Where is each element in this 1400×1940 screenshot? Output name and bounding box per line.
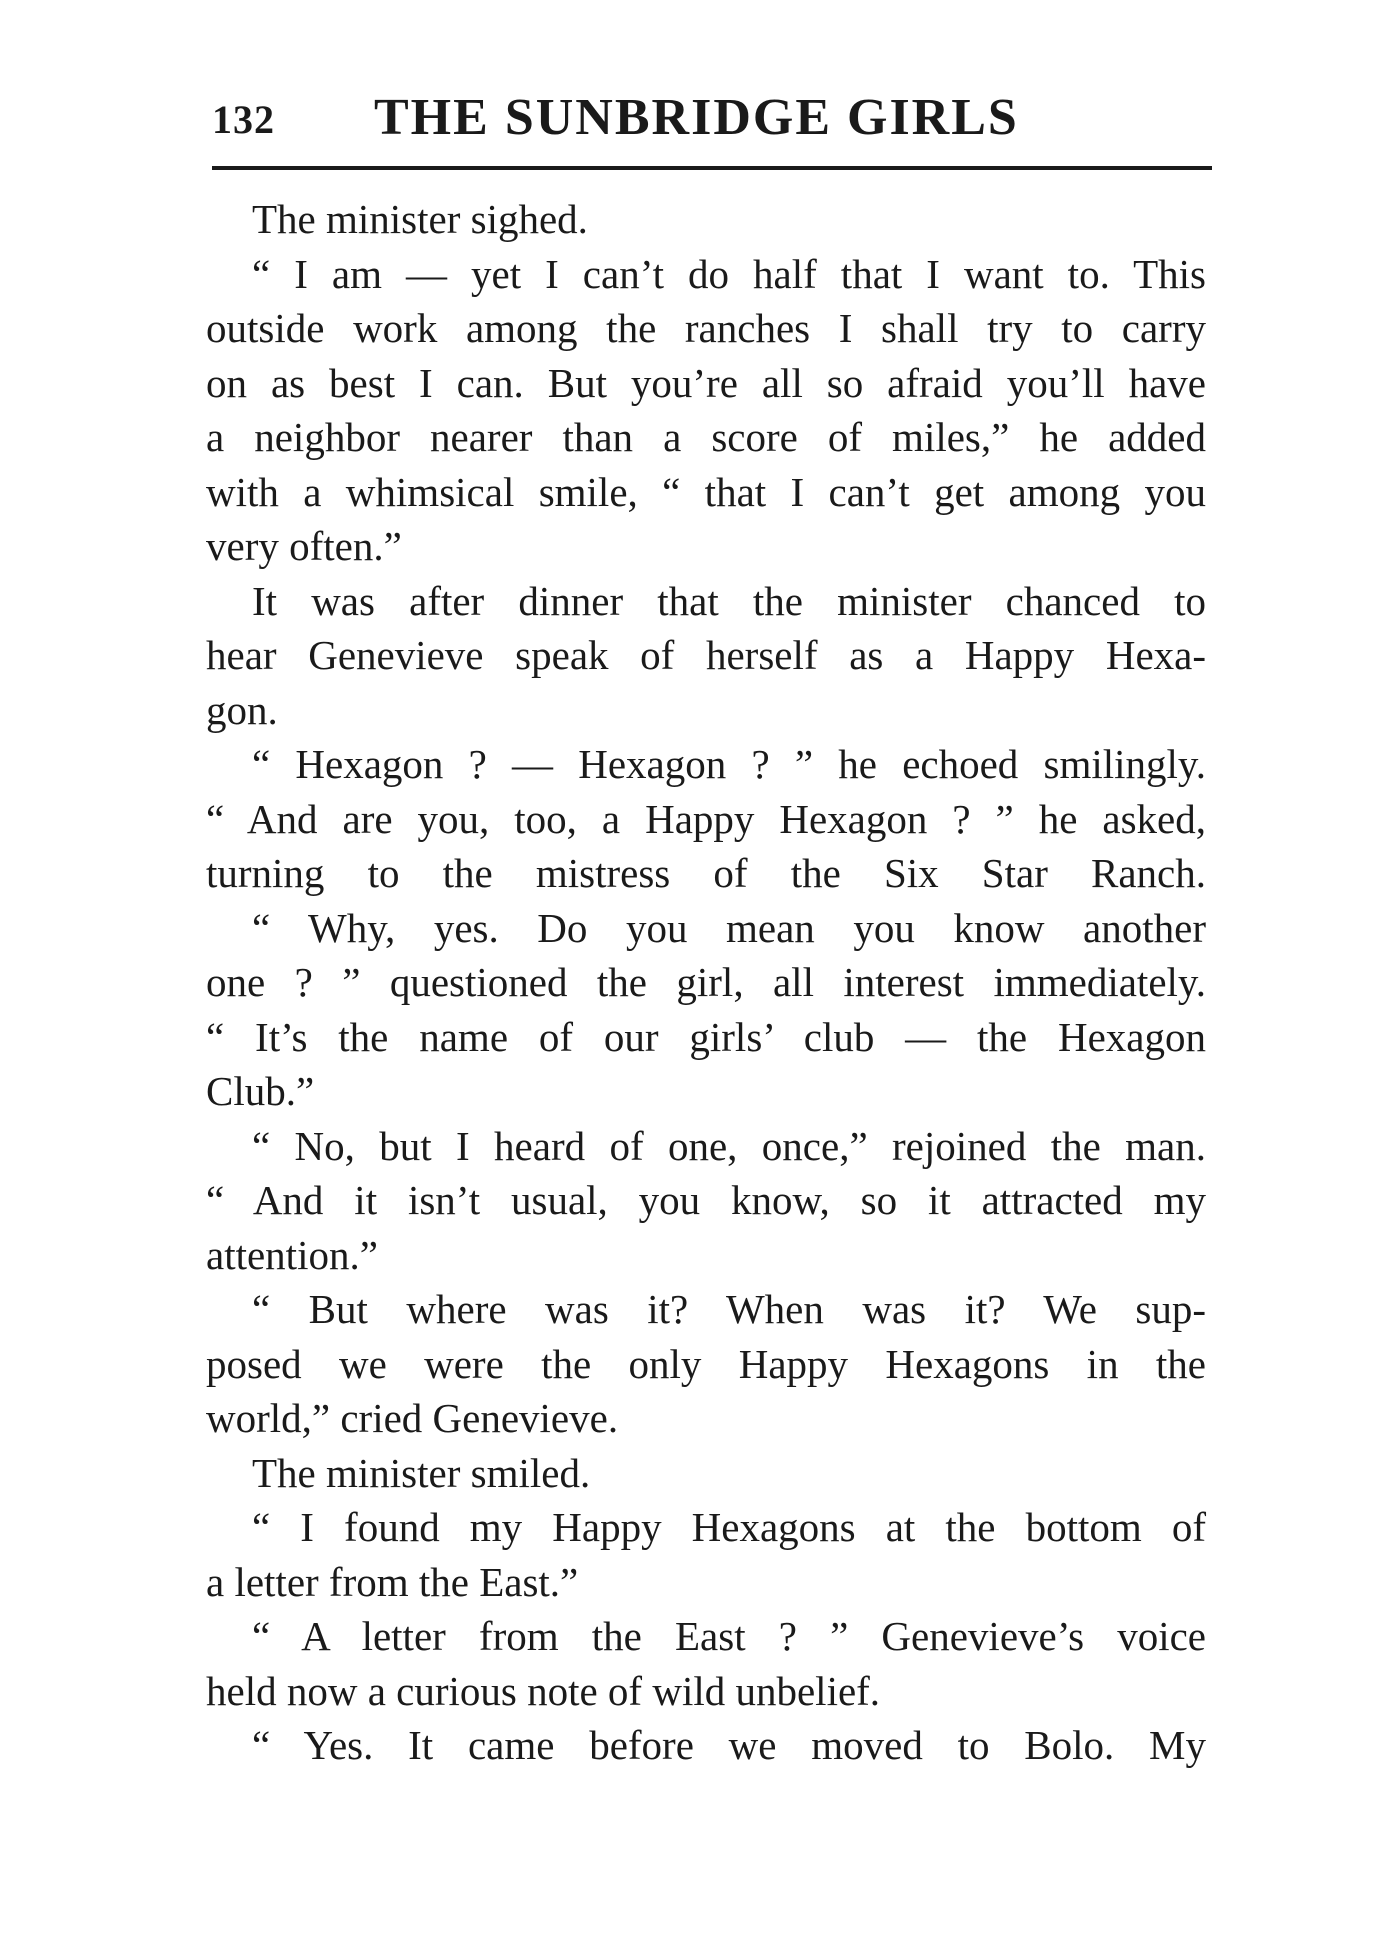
text-line: with a whimsical smile, “ that I can’t get among you — [206, 468, 1206, 515]
text-line: “ Why, yes. Do you mean you know another — [252, 904, 1206, 951]
text-line: a letter from the East.” — [206, 1558, 579, 1605]
page-number: 132 — [212, 97, 275, 142]
text-line: gon. — [206, 686, 278, 733]
text-line: one ? ” questioned the girl, all interest immediately. — [206, 959, 1206, 1005]
text-line: turning to the mistress of the Six Star Ranch. — [206, 850, 1206, 896]
text-line: on as best I can. But you’re all so afraid you’ll have — [206, 359, 1206, 406]
text-line: “ And it isn’t usual, you know, so it attracted my — [206, 1177, 1206, 1223]
text-line: attention.” — [206, 1231, 378, 1278]
text-line: “ No, but I heard of one, once,” rejoined the man. — [252, 1122, 1206, 1169]
running-head — [212, 88, 1212, 158]
text-line: “ I found my Happy Hexagons at the bottom of — [252, 1504, 1206, 1550]
text-line: “ Hexagon ? — Hexagon ? ” he echoed smilingly. — [252, 741, 1206, 787]
text-line: “ Yes. It came before we moved to Bolo. My — [252, 1722, 1206, 1768]
text-line: held now a curious note of wild unbelief. — [206, 1667, 881, 1714]
text-line: Club.” — [206, 1068, 315, 1114]
text-line: It was after dinner that the minister chanced to — [252, 577, 1206, 624]
text-line: a neighbor nearer than a score of miles,” he added — [206, 414, 1206, 460]
text-line: The minister sighed. — [252, 196, 588, 242]
running-title: THE SUNBRIDGE GIRLS — [374, 89, 1019, 146]
text-line: very often.” — [206, 523, 402, 569]
text-line: outside work among the ranches I shall try to carry — [206, 305, 1206, 351]
text-line: world,” cried Genevieve. — [206, 1395, 619, 1441]
text-line: “ And are you, too, a Happy Hexagon ? ” he asked, — [206, 795, 1206, 842]
text-line: The minister smiled. — [252, 1449, 591, 1496]
text-line: “ But where was it? When was it? We sup- — [252, 1286, 1206, 1332]
text-line: “ A letter from the East ? ” Genevieve’s voice — [252, 1613, 1206, 1659]
text-line: “ I am — yet I can’t do half that I want to. This — [252, 250, 1206, 297]
text-line: hear Genevieve speak of herself as a Happy Hexa- — [206, 632, 1206, 678]
body-text — [206, 192, 1206, 1773]
header-rule — [212, 166, 1212, 170]
text-line: “ It’s the name of our girls’ club — the Hexagon — [206, 1013, 1206, 1060]
text-line: posed we were the only Happy Hexagons in the — [206, 1340, 1206, 1387]
